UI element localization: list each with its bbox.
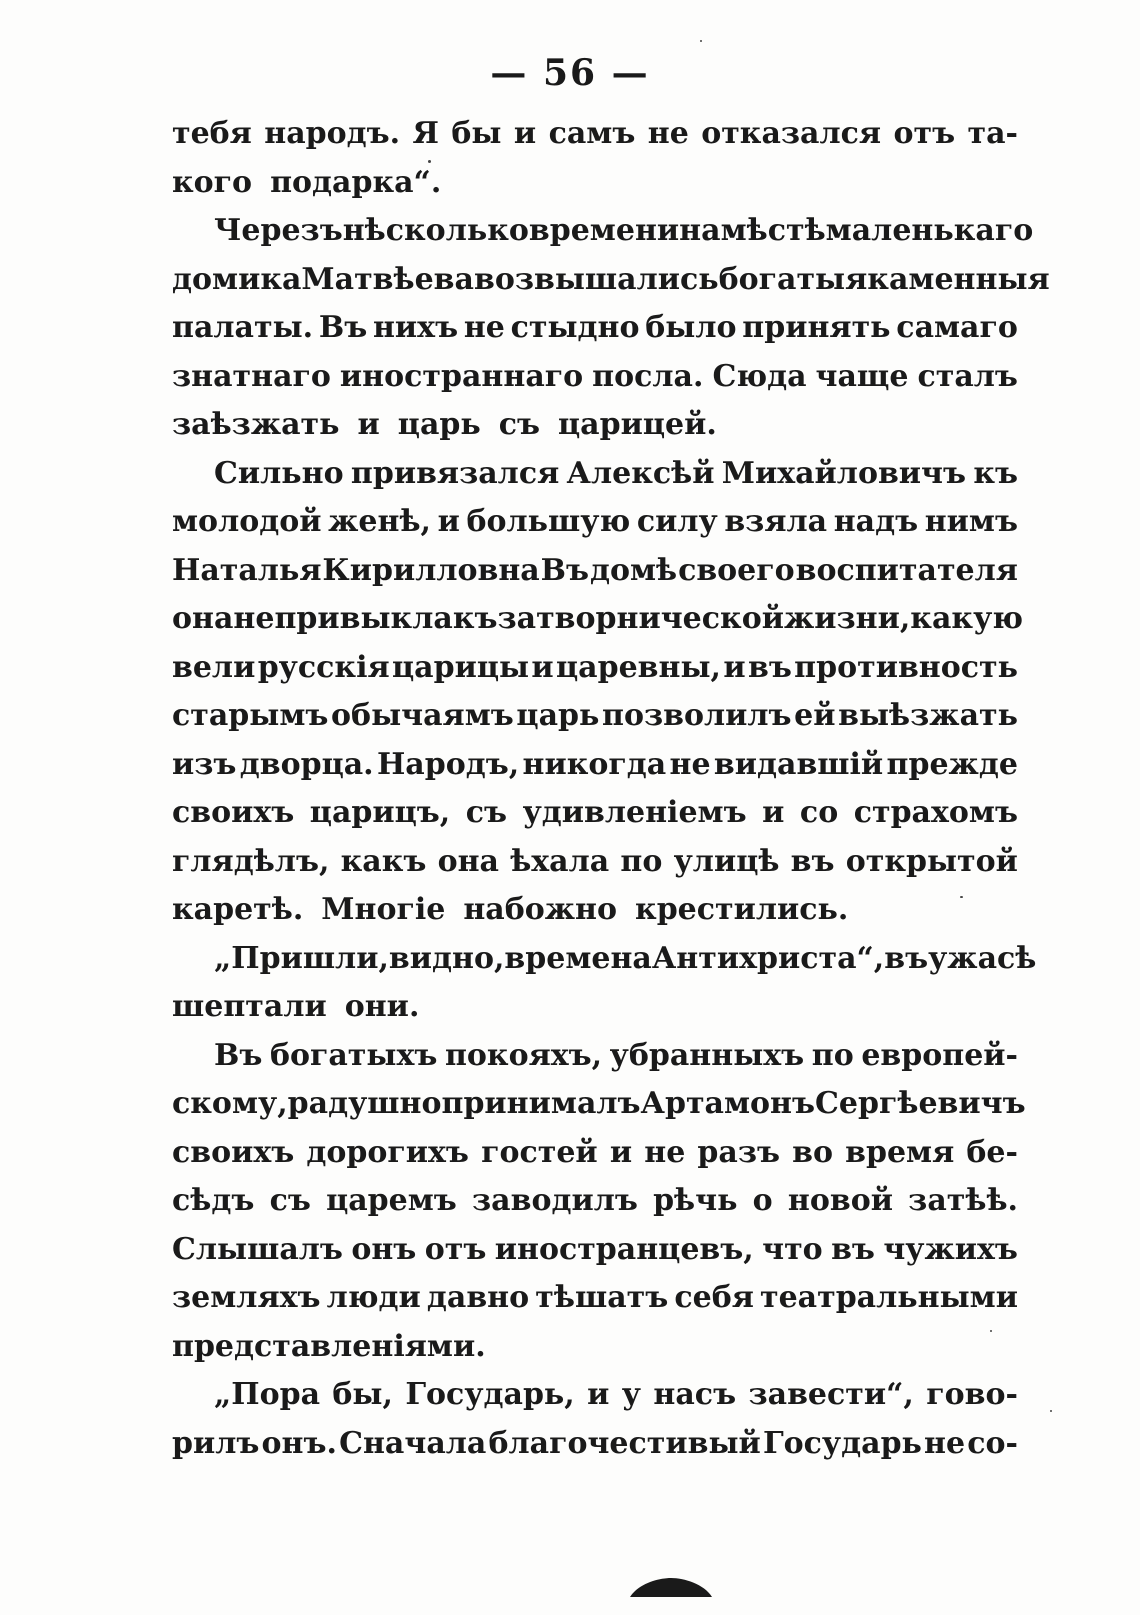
paragraph <box>172 1032 1026 1372</box>
text-line: своихъ царицъ, съ удивленіемъ и со страхомъ <box>172 795 1018 830</box>
paragraph <box>172 110 1018 207</box>
text-line: вели русскія царицы и царевны, и въ противность <box>172 649 1018 685</box>
text-line: сѣдъ съ царемъ заводилъ рѣчь о новой затѣѣ. <box>172 1183 1018 1218</box>
text-line: Слышалъ онъ отъ иностранцевъ, что въ чужихъ <box>172 1231 1018 1267</box>
text-line: „Пора бы, Государь, и у насъ завести“, гово- <box>214 1377 1018 1412</box>
text-line: глядѣлъ, какъ она ѣхала по улицѣ въ открытой <box>172 843 1018 879</box>
tailpiece-ornament-icon <box>628 1576 714 1598</box>
text-line: кого подарка“. <box>172 164 442 200</box>
text-line: рилъ онъ. Сначала благочестивый Государь не со- <box>172 1425 1018 1461</box>
body-text <box>172 110 1050 1468</box>
text-line: шептали они. <box>172 989 420 1024</box>
ink-speck <box>990 1330 992 1332</box>
ink-speck <box>428 160 431 163</box>
text-line: Наталья Кирилловна Въ домѣ своего воспитателя <box>172 552 1018 588</box>
text-line: Въ богатыхъ покояхъ, убранныхъ по европей- <box>214 1037 1018 1073</box>
text-line: тебя народъ. Я бы и самъ не отказался отъ та- <box>172 116 1018 151</box>
text-line: старымъ обычаямъ царь позволилъ ей выѣзжать <box>172 698 1018 733</box>
ink-speck <box>700 40 702 42</box>
text-line: палаты. Въ нихъ не стыдно было принять самаго <box>172 310 1018 345</box>
paragraph <box>172 1371 1018 1468</box>
text-line: Черезъ нѣсколько времени на мѣстѣ маленькаго <box>214 213 1034 248</box>
text-line: представленіями. <box>172 1328 486 1364</box>
text-line: „Пришли, видно, времена Антихриста“, въ ужасѣ <box>214 940 1037 976</box>
text-line: скому, радушно принималъ Артамонъ Сергѣевичъ <box>172 1086 1026 1121</box>
text-line: своихъ дорогихъ гостей и не разъ во время бе- <box>172 1134 1018 1170</box>
paragraph <box>172 450 1024 935</box>
text-line: домика Матвѣева возвышались богатыя каменныя <box>172 261 1050 297</box>
text-line: Сильно привязался Алексѣй Михайловичъ къ <box>214 455 1018 491</box>
text-line: знатнаго иностраннаго посла. Сюда чаще сталъ <box>172 358 1018 394</box>
paragraph <box>172 935 1037 1032</box>
paragraph <box>172 207 1050 450</box>
text-line: изъ дворца. Народъ, никогда не видавшій прежде <box>172 746 1018 782</box>
text-line: заѣзжать и царь съ царицей. <box>172 407 717 442</box>
ink-speck <box>1050 1410 1052 1412</box>
page-number: — 56 — <box>490 52 650 94</box>
text-line: земляхъ люди давно тѣшатъ себя театральными <box>172 1280 1018 1315</box>
text-line: каретѣ. Многіе набожно крестились. <box>172 892 849 927</box>
text-line: молодой женѣ, и большую силу взяла надъ нимъ <box>172 504 1018 539</box>
ink-speck <box>960 896 963 898</box>
text-line: она не привыкла къ затворнической жизни, какую <box>172 601 1024 636</box>
